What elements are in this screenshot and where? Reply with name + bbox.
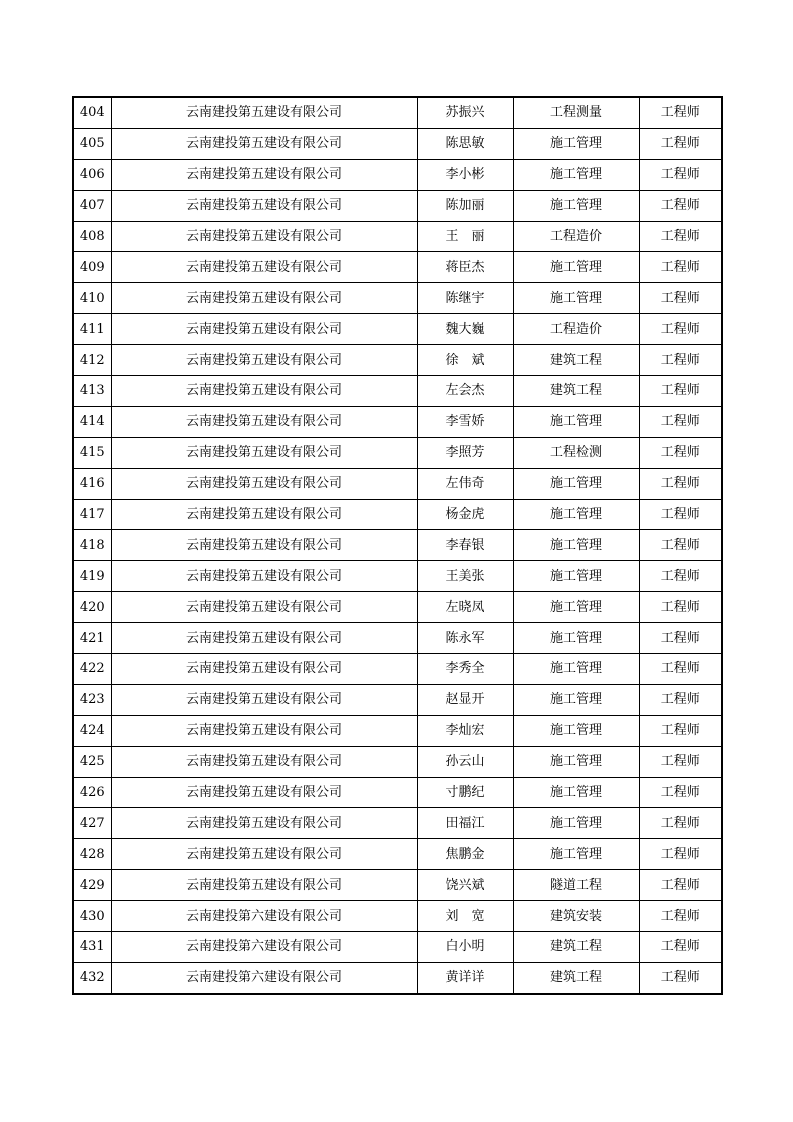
company-cell: 云南建投第六建设有限公司 bbox=[111, 901, 417, 932]
specialty-cell: 工程测量 bbox=[513, 97, 639, 128]
person-name-cell: 田福江 bbox=[417, 808, 513, 839]
person-name-cell: 左会杰 bbox=[417, 376, 513, 407]
specialty-cell: 施工管理 bbox=[513, 623, 639, 654]
company-cell: 云南建投第五建设有限公司 bbox=[111, 530, 417, 561]
professional-title-cell: 工程师 bbox=[639, 839, 722, 870]
row-number-cell: 419 bbox=[73, 561, 111, 592]
specialty-cell: 建筑工程 bbox=[513, 376, 639, 407]
professional-title-cell: 工程师 bbox=[639, 314, 722, 345]
table-row bbox=[73, 839, 722, 870]
person-name-cell: 黄详详 bbox=[417, 962, 513, 993]
person-name-cell: 杨金虎 bbox=[417, 499, 513, 530]
company-cell: 云南建投第五建设有限公司 bbox=[111, 870, 417, 901]
company-cell: 云南建投第五建设有限公司 bbox=[111, 221, 417, 252]
specialty-cell: 施工管理 bbox=[513, 406, 639, 437]
company-cell: 云南建投第五建设有限公司 bbox=[111, 746, 417, 777]
professional-title-cell: 工程师 bbox=[639, 406, 722, 437]
person-name-cell: 陈加丽 bbox=[417, 190, 513, 221]
table-row bbox=[73, 808, 722, 839]
professional-title-cell: 工程师 bbox=[639, 684, 722, 715]
table-row bbox=[73, 128, 722, 159]
person-name-cell: 陈思敏 bbox=[417, 128, 513, 159]
row-number-cell: 426 bbox=[73, 777, 111, 808]
specialty-cell: 建筑安装 bbox=[513, 901, 639, 932]
company-cell: 云南建投第五建设有限公司 bbox=[111, 623, 417, 654]
person-name-cell: 王美张 bbox=[417, 561, 513, 592]
professional-title-cell: 工程师 bbox=[639, 190, 722, 221]
company-cell: 云南建投第五建设有限公司 bbox=[111, 97, 417, 128]
professional-title-cell: 工程师 bbox=[639, 97, 722, 128]
table-row bbox=[73, 468, 722, 499]
table-row bbox=[73, 221, 722, 252]
row-number-cell: 411 bbox=[73, 314, 111, 345]
table-row bbox=[73, 499, 722, 530]
person-name-cell: 魏大巍 bbox=[417, 314, 513, 345]
row-number-cell: 432 bbox=[73, 962, 111, 993]
person-name-cell: 李雪娇 bbox=[417, 406, 513, 437]
specialty-cell: 工程造价 bbox=[513, 221, 639, 252]
specialty-cell: 施工管理 bbox=[513, 684, 639, 715]
person-name-cell: 刘 宽 bbox=[417, 901, 513, 932]
specialty-cell: 施工管理 bbox=[513, 499, 639, 530]
professional-title-cell: 工程师 bbox=[639, 932, 722, 963]
professional-title-cell: 工程师 bbox=[639, 128, 722, 159]
professional-title-cell: 工程师 bbox=[639, 437, 722, 468]
company-cell: 云南建投第五建设有限公司 bbox=[111, 468, 417, 499]
table-row bbox=[73, 561, 722, 592]
row-number-cell: 413 bbox=[73, 376, 111, 407]
row-number-cell: 408 bbox=[73, 221, 111, 252]
person-name-cell: 陈永军 bbox=[417, 623, 513, 654]
person-name-cell: 蒋臣杰 bbox=[417, 252, 513, 283]
person-name-cell: 赵显开 bbox=[417, 684, 513, 715]
table-row bbox=[73, 901, 722, 932]
row-number-cell: 417 bbox=[73, 499, 111, 530]
table-row bbox=[73, 715, 722, 746]
person-name-cell: 左晓凤 bbox=[417, 592, 513, 623]
company-cell: 云南建投第五建设有限公司 bbox=[111, 159, 417, 190]
personnel-table bbox=[72, 96, 723, 995]
specialty-cell: 施工管理 bbox=[513, 592, 639, 623]
table-row bbox=[73, 376, 722, 407]
row-number-cell: 418 bbox=[73, 530, 111, 561]
table-row bbox=[73, 283, 722, 314]
company-cell: 云南建投第五建设有限公司 bbox=[111, 561, 417, 592]
row-number-cell: 415 bbox=[73, 437, 111, 468]
specialty-cell: 建筑工程 bbox=[513, 345, 639, 376]
row-number-cell: 410 bbox=[73, 283, 111, 314]
person-name-cell: 苏振兴 bbox=[417, 97, 513, 128]
table-row bbox=[73, 314, 722, 345]
company-cell: 云南建投第五建设有限公司 bbox=[111, 283, 417, 314]
table-row bbox=[73, 252, 722, 283]
professional-title-cell: 工程师 bbox=[639, 468, 722, 499]
table-row bbox=[73, 623, 722, 654]
row-number-cell: 425 bbox=[73, 746, 111, 777]
professional-title-cell: 工程师 bbox=[639, 345, 722, 376]
company-cell: 云南建投第五建设有限公司 bbox=[111, 654, 417, 685]
specialty-cell: 施工管理 bbox=[513, 530, 639, 561]
company-cell: 云南建投第五建设有限公司 bbox=[111, 314, 417, 345]
table-row bbox=[73, 592, 722, 623]
table-row bbox=[73, 345, 722, 376]
specialty-cell: 建筑工程 bbox=[513, 962, 639, 993]
specialty-cell: 施工管理 bbox=[513, 190, 639, 221]
person-name-cell: 李灿宏 bbox=[417, 715, 513, 746]
company-cell: 云南建投第五建设有限公司 bbox=[111, 345, 417, 376]
company-cell: 云南建投第五建设有限公司 bbox=[111, 437, 417, 468]
professional-title-cell: 工程师 bbox=[639, 252, 722, 283]
company-cell: 云南建投第六建设有限公司 bbox=[111, 932, 417, 963]
person-name-cell: 白小明 bbox=[417, 932, 513, 963]
row-number-cell: 421 bbox=[73, 623, 111, 654]
professional-title-cell: 工程师 bbox=[639, 901, 722, 932]
company-cell: 云南建投第五建设有限公司 bbox=[111, 592, 417, 623]
row-number-cell: 414 bbox=[73, 406, 111, 437]
specialty-cell: 施工管理 bbox=[513, 808, 639, 839]
company-cell: 云南建投第五建设有限公司 bbox=[111, 777, 417, 808]
company-cell: 云南建投第五建设有限公司 bbox=[111, 839, 417, 870]
professional-title-cell: 工程师 bbox=[639, 623, 722, 654]
table-row bbox=[73, 777, 722, 808]
company-cell: 云南建投第五建设有限公司 bbox=[111, 684, 417, 715]
specialty-cell: 施工管理 bbox=[513, 839, 639, 870]
row-number-cell: 420 bbox=[73, 592, 111, 623]
company-cell: 云南建投第五建设有限公司 bbox=[111, 190, 417, 221]
company-cell: 云南建投第五建设有限公司 bbox=[111, 808, 417, 839]
professional-title-cell: 工程师 bbox=[639, 746, 722, 777]
row-number-cell: 423 bbox=[73, 684, 111, 715]
table-row bbox=[73, 962, 722, 993]
table-row bbox=[73, 159, 722, 190]
table-row bbox=[73, 406, 722, 437]
person-name-cell: 李照芳 bbox=[417, 437, 513, 468]
professional-title-cell: 工程师 bbox=[639, 561, 722, 592]
person-name-cell: 饶兴斌 bbox=[417, 870, 513, 901]
table-row bbox=[73, 530, 722, 561]
person-name-cell: 李小彬 bbox=[417, 159, 513, 190]
professional-title-cell: 工程师 bbox=[639, 654, 722, 685]
specialty-cell: 施工管理 bbox=[513, 654, 639, 685]
company-cell: 云南建投第五建设有限公司 bbox=[111, 128, 417, 159]
specialty-cell: 施工管理 bbox=[513, 715, 639, 746]
professional-title-cell: 工程师 bbox=[639, 962, 722, 993]
specialty-cell: 隧道工程 bbox=[513, 870, 639, 901]
person-name-cell: 李春银 bbox=[417, 530, 513, 561]
person-name-cell: 寸鹏纪 bbox=[417, 777, 513, 808]
company-cell: 云南建投第六建设有限公司 bbox=[111, 962, 417, 993]
person-name-cell: 陈继宇 bbox=[417, 283, 513, 314]
table-row bbox=[73, 190, 722, 221]
professional-title-cell: 工程师 bbox=[639, 530, 722, 561]
company-cell: 云南建投第五建设有限公司 bbox=[111, 715, 417, 746]
person-name-cell: 王 丽 bbox=[417, 221, 513, 252]
table-row bbox=[73, 97, 722, 128]
specialty-cell: 施工管理 bbox=[513, 561, 639, 592]
table-row bbox=[73, 870, 722, 901]
professional-title-cell: 工程师 bbox=[639, 777, 722, 808]
row-number-cell: 407 bbox=[73, 190, 111, 221]
professional-title-cell: 工程师 bbox=[639, 283, 722, 314]
row-number-cell: 429 bbox=[73, 870, 111, 901]
company-cell: 云南建投第五建设有限公司 bbox=[111, 252, 417, 283]
row-number-cell: 430 bbox=[73, 901, 111, 932]
specialty-cell: 施工管理 bbox=[513, 159, 639, 190]
table-row bbox=[73, 684, 722, 715]
row-number-cell: 424 bbox=[73, 715, 111, 746]
professional-title-cell: 工程师 bbox=[639, 808, 722, 839]
specialty-cell: 施工管理 bbox=[513, 283, 639, 314]
table-row bbox=[73, 932, 722, 963]
specialty-cell: 施工管理 bbox=[513, 252, 639, 283]
row-number-cell: 427 bbox=[73, 808, 111, 839]
specialty-cell: 施工管理 bbox=[513, 128, 639, 159]
company-cell: 云南建投第五建设有限公司 bbox=[111, 499, 417, 530]
professional-title-cell: 工程师 bbox=[639, 221, 722, 252]
specialty-cell: 工程造价 bbox=[513, 314, 639, 345]
table-row bbox=[73, 746, 722, 777]
person-name-cell: 李秀全 bbox=[417, 654, 513, 685]
row-number-cell: 422 bbox=[73, 654, 111, 685]
row-number-cell: 431 bbox=[73, 932, 111, 963]
row-number-cell: 428 bbox=[73, 839, 111, 870]
professional-title-cell: 工程师 bbox=[639, 499, 722, 530]
row-number-cell: 405 bbox=[73, 128, 111, 159]
company-cell: 云南建投第五建设有限公司 bbox=[111, 406, 417, 437]
person-name-cell: 徐 斌 bbox=[417, 345, 513, 376]
row-number-cell: 416 bbox=[73, 468, 111, 499]
table-row bbox=[73, 437, 722, 468]
professional-title-cell: 工程师 bbox=[639, 715, 722, 746]
row-number-cell: 406 bbox=[73, 159, 111, 190]
professional-title-cell: 工程师 bbox=[639, 376, 722, 407]
professional-title-cell: 工程师 bbox=[639, 870, 722, 901]
person-name-cell: 焦鹏金 bbox=[417, 839, 513, 870]
specialty-cell: 施工管理 bbox=[513, 777, 639, 808]
row-number-cell: 409 bbox=[73, 252, 111, 283]
company-cell: 云南建投第五建设有限公司 bbox=[111, 376, 417, 407]
specialty-cell: 施工管理 bbox=[513, 468, 639, 499]
table-row bbox=[73, 654, 722, 685]
person-name-cell: 左伟奇 bbox=[417, 468, 513, 499]
specialty-cell: 建筑工程 bbox=[513, 932, 639, 963]
specialty-cell: 施工管理 bbox=[513, 746, 639, 777]
professional-title-cell: 工程师 bbox=[639, 159, 722, 190]
row-number-cell: 412 bbox=[73, 345, 111, 376]
specialty-cell: 工程检测 bbox=[513, 437, 639, 468]
row-number-cell: 404 bbox=[73, 97, 111, 128]
professional-title-cell: 工程师 bbox=[639, 592, 722, 623]
person-name-cell: 孙云山 bbox=[417, 746, 513, 777]
personnel-table-body bbox=[73, 97, 722, 994]
